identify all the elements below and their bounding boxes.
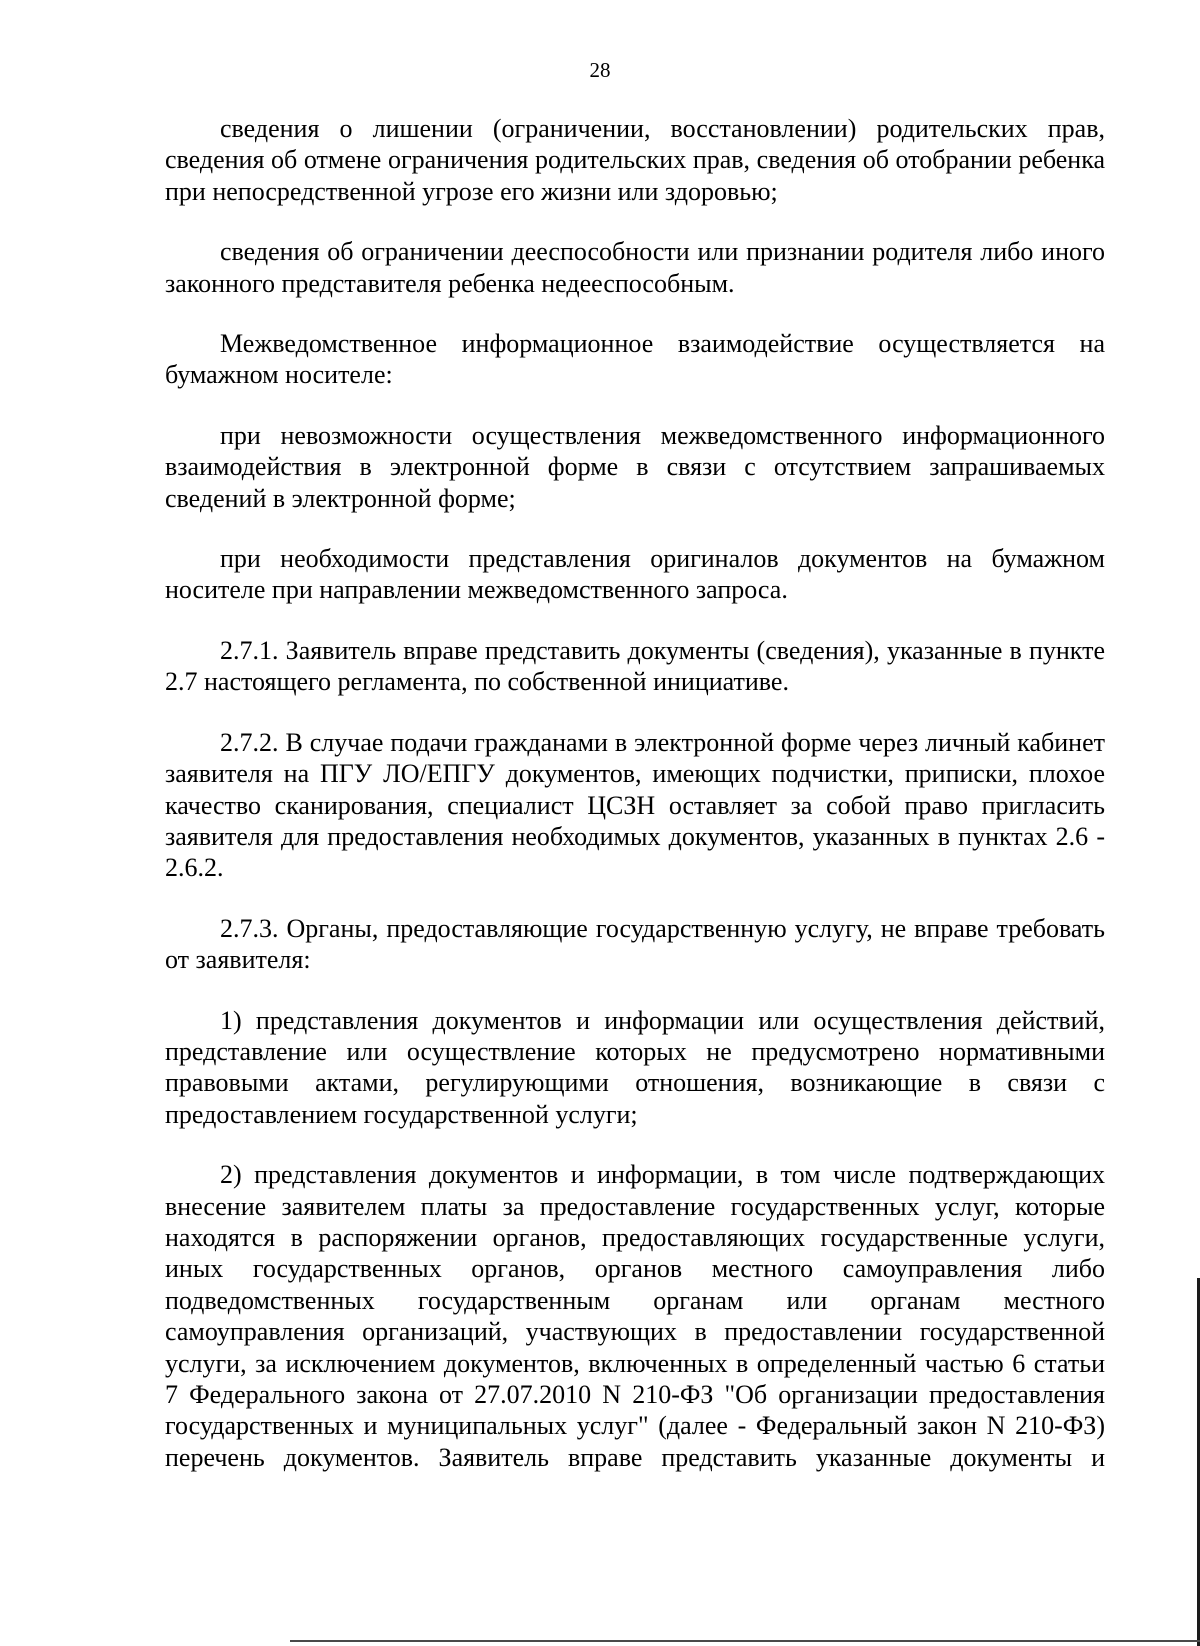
paragraph-parental-rights: сведения о лишении (ограничении, восстановлении) родительских прав, сведения об отмене ограничения родительских прав, сведения об отобрании ребенка при непосредственной угрозе его жизни или здоровью; bbox=[165, 114, 1105, 206]
paragraph-2-7-1: 2.7.1. Заявитель вправе представить документы (сведения), указанные в пункте 2.7 настоящего регламента, по собственной инициативе. bbox=[165, 635, 1105, 697]
paragraph-interagency-paper: Межведомственное информационное взаимодействие осуществляется на бумажном носителе: bbox=[165, 329, 1105, 390]
scan-bottom-line bbox=[290, 1640, 1200, 1642]
paragraph-legal-capacity: сведения об ограничении дееспособности или признании родителя либо иного законного представителя ребенка недееспособным. bbox=[165, 237, 1105, 298]
paragraph-2-7-2: 2.7.2. В случае подачи гражданами в электронной форме через личный кабинет заявителя на ПГУ ЛО/ЕПГУ документов, имеющих подчистки, приписки, плохое качество сканирования, специалист ЦСЗН оставляет за собой право пригласить заявителя для предоставления необходимых документов, указанных в пунктах 2.6 - 2.6.2. bbox=[165, 727, 1105, 883]
document-body bbox=[165, 113, 1105, 1502]
list-item-1: 1) представления документов и информации или осуществления действий, представление или осуществление которых не предусмотрено нормативными правовыми актами, регулирующими отношения, возникающие в связи с предоставлением государственной услуги; bbox=[165, 1005, 1105, 1129]
paragraph-no-electronic-data: при невозможности осуществления межведомственного информационного взаимодействия в электронной форме в связи с отсутствием запрашиваемых сведений в электронной форме; bbox=[165, 420, 1105, 513]
paragraph-original-documents: при необходимости представления оригиналов документов на бумажном носителе при направлении межведомственного запроса. bbox=[165, 544, 1105, 605]
paragraph-2-7-3: 2.7.3. Органы, предоставляющие государственную услугу, не вправе требовать от заявителя: bbox=[165, 913, 1105, 975]
list-item-2: 2) представления документов и информации, в том числе подтверждающих внесение заявителем платы за предоставление государственных услуг, которые находятся в распоряжении органов, предоставляющих государственные услуги, иных государственных органов, органов местного самоуправления либо подведомственных государственным органам или органам местного самоуправления организаций, участвующих в предоставлении государственной услуги, за исключением документов, включенных в определенный частью 6 статьи 7 Федерального закона от 27.07.2010 N 210-ФЗ "Об организации предоставления государственных и муниципальных услуг" (далее - Федеральный закон N 210-ФЗ) перечень документов. Заявитель вправе представить указанные документы и bbox=[165, 1160, 1105, 1472]
page-number: 28 bbox=[589, 58, 611, 82]
